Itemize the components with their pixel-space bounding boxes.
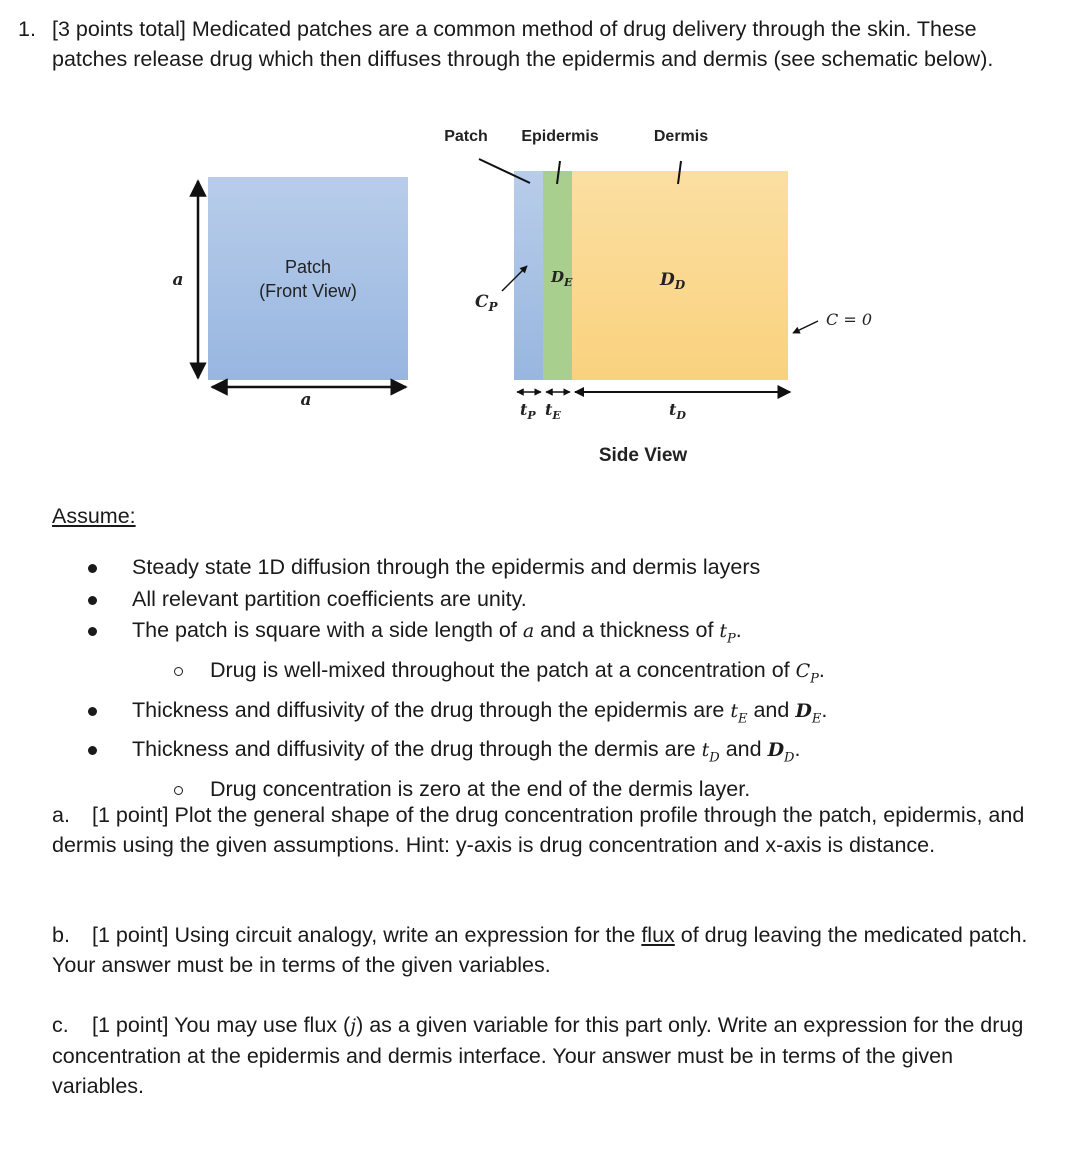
patch-concentration-label: $C_P$ [475, 292, 498, 314]
question-header [18, 14, 1048, 74]
part-c-text: [1 point] You may use flux (j) as a given variable for this part only. Write an expression for the drug concentration at the epidermis and dermis interface. Your answer must be in terms of the given variables. [52, 1013, 1024, 1098]
part-a-label: a. [52, 803, 70, 827]
list-item: Thickness and diffusivity of the drug through the dermis are $t_D$ and $D_D$. [52, 734, 1052, 774]
dermis-diffusivity-label: $D_D$ [660, 270, 686, 292]
bullet-dot [88, 746, 97, 755]
bullet-dot [88, 707, 97, 716]
list-subitem: Drug is well-mixed throughout the patch at a concentration of $C_P$. [52, 655, 1052, 695]
dermis-thickness-label: $t_D$ [669, 400, 686, 422]
side-length-label-horizontal: a [300, 390, 312, 410]
zero-concentration-arrow [793, 321, 818, 333]
header-patch: Patch [444, 128, 488, 145]
zero-concentration-label: C = 0 [826, 310, 872, 329]
front-view-label-2: (Front View) [259, 281, 357, 301]
epidermis-thickness-label: $t_E$ [545, 400, 561, 422]
assume-heading: Assume: [52, 504, 136, 528]
patch-front-square [208, 177, 408, 380]
part-c [52, 1010, 1047, 1101]
part-b-label: b. [52, 923, 70, 947]
part-a [52, 800, 1047, 860]
front-view-label-1: Patch [284, 257, 332, 277]
list-item: The patch is square with a side length of a and a thickness of $t_P$. [52, 615, 1052, 655]
epidermis-diffusivity-label: $D_E$ [551, 268, 573, 289]
dermis-layer [572, 171, 788, 380]
bullet-dot [88, 564, 97, 573]
bullet-dot [88, 596, 97, 605]
part-b-text: [1 point] Using circuit analogy, write an expression for the flux of drug leaving the medicated patch. Your answer must be in terms of the given variables. [52, 923, 1028, 977]
assumption-list [52, 552, 1052, 806]
part-c-label: c. [52, 1013, 69, 1037]
header-epidermis: Epidermis [521, 128, 599, 145]
bullet-dot [88, 627, 97, 636]
header-dermis: Dermis [653, 128, 709, 145]
question-number: 1. [18, 17, 36, 41]
part-a-text: [1 point] Plot the general shape of the drug concentration profile through the patch, epidermis, and dermis using the given assumptions. Hint: y-axis is drug concentration and x-axis is distance. [52, 803, 1025, 857]
subbullet-ring [174, 786, 183, 795]
schematic-svg [0, 115, 1066, 475]
list-item: Thickness and diffusivity of the drug through the epidermis are $t_E$ and $D_E$. [52, 695, 1052, 735]
part-b [52, 920, 1047, 980]
subbullet-ring [174, 667, 183, 676]
flux-underlined: flux [641, 923, 675, 947]
list-subitem: Drug concentration is zero at the end of the dermis layer. [52, 774, 1052, 806]
schematic-figure [0, 115, 1066, 475]
patch-thickness-label: $t_P$ [520, 400, 536, 422]
list-item: All relevant partition coefficients are unity. [52, 584, 1052, 616]
list-item: Steady state 1D diffusion through the epidermis and dermis layers [52, 552, 1052, 584]
side-length-label-vertical: a [172, 270, 184, 290]
side-view-label: Side View [598, 445, 688, 466]
question-text: [3 points total] Medicated patches are a common method of drug delivery through the skin. These patches release drug which then diffuses through the epidermis and dermis (see schematic below). [52, 17, 994, 71]
